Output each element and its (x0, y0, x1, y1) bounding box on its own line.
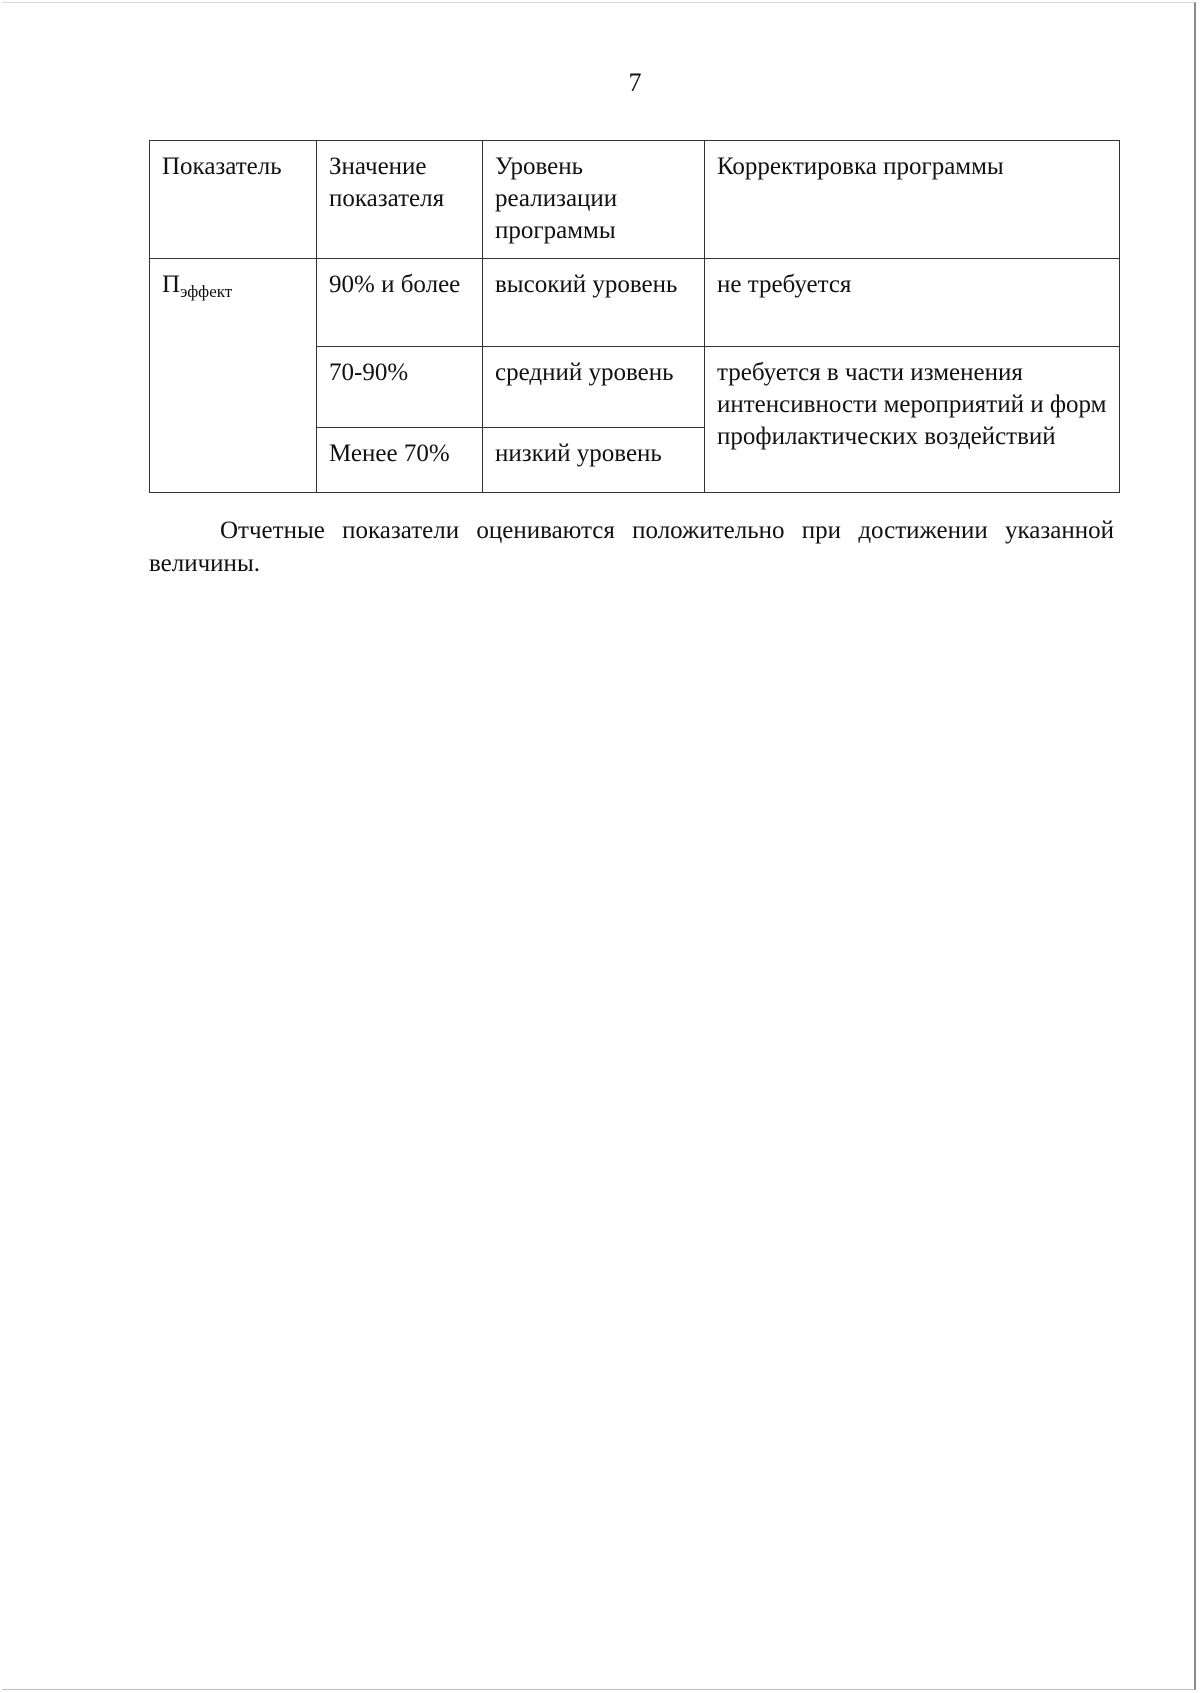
value-cell: 70-90% (317, 347, 483, 428)
value-cell: Менее 70% (317, 428, 483, 493)
indicator-symbol: П (162, 271, 181, 298)
page-number: 7 (628, 68, 642, 97)
indicator-cell (150, 259, 317, 493)
indicator-subscript: эффект (180, 282, 233, 301)
column-header-level: Уровень реализации программы (483, 141, 705, 259)
column-header-correction: Корректировка программы (705, 141, 1120, 259)
value-cell: 90% и более (317, 259, 483, 347)
correction-cell: не требуется (705, 259, 1120, 347)
column-header-value: Значение показателя (317, 141, 483, 259)
level-cell: средний уровень (483, 347, 705, 428)
table-header-row (150, 141, 1120, 259)
column-header-indicator: Показатель (150, 141, 317, 259)
body-paragraph: Отчетные показатели оцениваются положительно при достижении указанной величины. (149, 517, 1114, 577)
table-row (150, 259, 1120, 347)
criteria-table (149, 140, 1120, 493)
correction-cell-shared: требуется в части изменения интенсивности мероприятий и форм профилактических воздействий (705, 347, 1120, 493)
level-cell: низкий уровень (483, 428, 705, 493)
level-cell: высокий уровень (483, 259, 705, 347)
